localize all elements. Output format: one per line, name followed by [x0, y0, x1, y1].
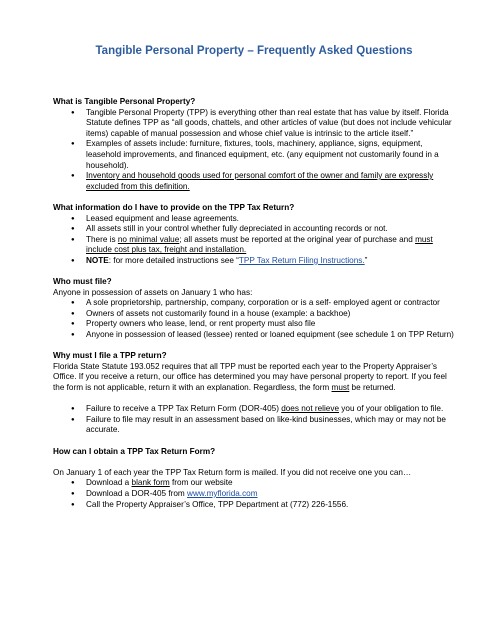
paragraph	[53, 362, 455, 394]
list-item: ● Property owners who lease, lend, or rent property must also file	[86, 319, 455, 330]
blank-form-link[interactable]: blank form	[131, 478, 170, 488]
myflorida-link[interactable]: www.myflorida.com	[187, 488, 258, 498]
list-item: ● A sole proprietorship, partnership, company, corporation or is a self- employed agent or contractor	[86, 298, 455, 309]
list-item: ● All assets still in your control whether fully depreciated in accounting records or not.	[86, 224, 455, 235]
text-segment: from our website	[169, 478, 233, 488]
bullet-list	[53, 478, 455, 510]
list-item: ● Owners of assets not customarily found in a house (example: a backhoe)	[86, 309, 455, 320]
text-segment: Florida State Statute 193.052 requires that all TPP must be reported each year to the Property Appraiser’s Office. If you receive a return, our office has determined you may have personal property to report. If you feel the form is not applicable, return it with an explanation. Regardless, the form	[53, 361, 447, 393]
list-item	[86, 256, 455, 267]
list-item	[86, 235, 455, 256]
section-why-file	[53, 351, 455, 436]
bullet-list	[53, 298, 455, 340]
section-obtain-form	[53, 447, 455, 511]
text-segment: you of your obligation to file.	[339, 404, 444, 414]
underlined-text: Inventory and household goods used for personal comfort of the owner and family are expressly excluded from this definition.	[86, 171, 434, 191]
underlined-text: does not relieve	[281, 404, 340, 414]
text-segment: be returned.	[349, 383, 396, 393]
list-item: ● Call the Property Appraiser’s Office, TPP Department at (772) 226-1556.	[86, 500, 455, 511]
text-segment: Download a DOR-405 from	[86, 488, 188, 498]
section-who-must-file	[53, 277, 455, 341]
list-item: ● Examples of assets include: furniture, fixtures, tools, machinery, appliance, signs, equipment, leasehold improvements, and financed equipment, etc. (any equipment not customarily found in a household).	[86, 139, 455, 171]
underlined-text: must include cost plus tax, freight and installation.	[86, 234, 433, 255]
section-what-is-tpp	[53, 97, 455, 192]
bullet-list	[53, 214, 455, 267]
list-item	[86, 171, 455, 192]
question-what-is-tpp: What is Tangible Personal Property?	[53, 97, 196, 106]
underlined-text: no minimal value	[117, 234, 180, 244]
bullet-list	[53, 108, 455, 193]
question-obtain-form: How can I obtain a TPP Tax Return Form?	[53, 446, 216, 456]
text-segment: ; all assets must be reported at the original year of purchase and	[179, 234, 416, 244]
list-item	[86, 489, 455, 500]
question-what-information: What information do I have to provide on the TPP Tax Return?	[53, 202, 295, 212]
list-item	[86, 404, 455, 415]
list-item: ● Leased equipment and lease agreements.	[86, 214, 455, 225]
paragraph: On January 1 of each year the TPP Tax Return form is mailed. If you did not receive one you can…	[53, 467, 412, 477]
text-segment: There is	[86, 234, 118, 244]
question-why-file: Why must I file a TPP return?	[53, 351, 167, 361]
paragraph: Anyone in possession of assets on January 1 who has:	[53, 287, 253, 297]
list-item: ● Anyone in possession of leased (lessee) rented or loaned equipment (see schedule 1 on TPP Return)	[86, 330, 455, 341]
text-segment: : for more detailed instructions see “	[108, 255, 239, 265]
text-segment: ”	[364, 255, 368, 265]
bullet-list	[53, 404, 455, 436]
list-item: ● Failure to file may result in an assessment based on like-kind businesses, which may or may not be accurate.	[86, 415, 455, 436]
page-title: Tangible Personal Property – Frequently Asked Questions	[95, 45, 413, 57]
list-item: ● Tangible Personal Property (TPP) is everything other than real estate that has value by itself. Florida Statute defines TPP as “all goods, chattels, and other articles of value (but does not include vehicular items) capable of manual possession and whose chief value is intrinsic to the article itself.”	[86, 108, 455, 140]
underlined-text: must	[331, 383, 350, 393]
note-label: NOTE	[86, 255, 109, 265]
filing-instructions-link[interactable]: TPP Tax Return Filing Instructions.	[238, 255, 365, 265]
text-segment: Download a	[86, 478, 132, 488]
section-what-information	[53, 203, 455, 267]
text-segment: Failure to receive a TPP Tax Return Form (DOR-405)	[86, 404, 282, 414]
list-item	[86, 478, 455, 489]
question-who-must-file: Who must file?	[53, 277, 112, 287]
